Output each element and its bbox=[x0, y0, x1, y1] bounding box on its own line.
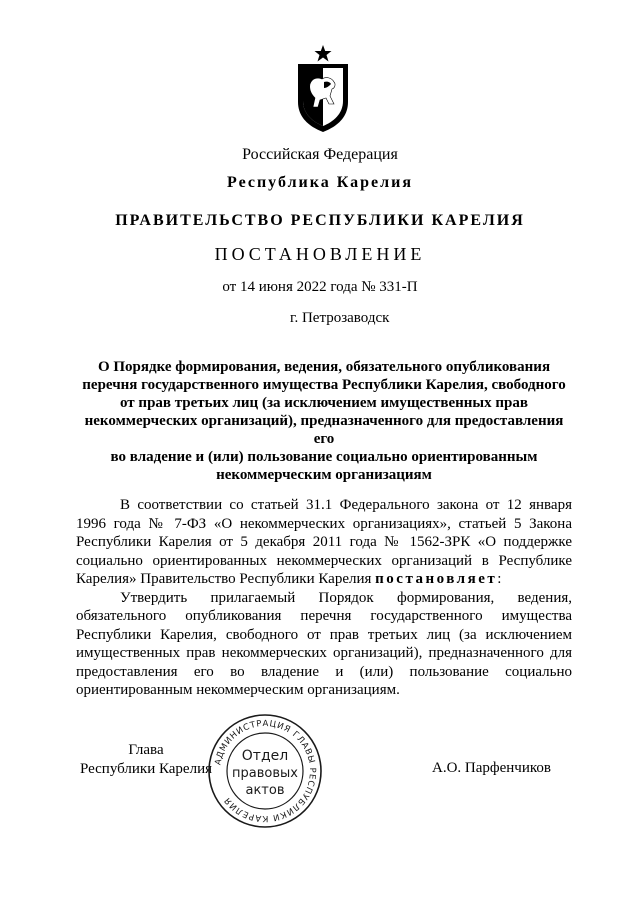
body-paragraph-2: Утвердить прилагаемый Порядок формирования, ведения, обязательного опубликования перечня государственного имущества Республики Карелия, свободного от прав третьих лиц (за исключением имущественных прав некоммерческих организаций), предназначенного для предоставления его во владение и (или) пользование социально ориентированным некоммерческим организациям. bbox=[76, 589, 572, 698]
stamp-line-1: Отдел bbox=[241, 748, 289, 764]
document-city: г. Петрозаводск bbox=[290, 310, 390, 326]
signatory-name: А.О. Парфенчиков bbox=[432, 760, 551, 776]
document-date-number: от 14 июня 2022 года № 331-П bbox=[222, 279, 418, 295]
title-line: некоммерческих организаций), предназначенного для предоставления его bbox=[84, 413, 564, 447]
title-line: от прав третьих лиц (за исключением имущественных прав bbox=[120, 395, 528, 411]
government-name: ПРАВИТЕЛЬСТВО РЕСПУБЛИКИ КАРЕЛИЯ bbox=[115, 212, 525, 229]
stamp-line-3: актов bbox=[245, 783, 285, 798]
title-line: некоммерческим организациям bbox=[216, 467, 432, 483]
body-paragraph-1 bbox=[76, 496, 572, 589]
signatory-role-line1: Глава bbox=[128, 742, 164, 758]
document-body bbox=[76, 496, 572, 700]
official-stamp bbox=[206, 712, 324, 830]
karelia-coat-of-arms-icon bbox=[294, 44, 352, 134]
colon: : bbox=[497, 571, 502, 587]
stamp-ring-text: АДМИНИСТРАЦИЯ ГЛАВЫ РЕСПУБЛИКИ КАРЕЛИЯ bbox=[213, 718, 318, 824]
republic-name: Республика Карелия bbox=[227, 174, 413, 191]
stamp-line-2: правовых bbox=[232, 766, 298, 781]
title-line: во владение и (или) пользование социально ориентированным bbox=[110, 449, 538, 465]
document-type: ПОСТАНОВЛЕНИЕ bbox=[214, 244, 426, 264]
document-title bbox=[76, 358, 572, 484]
title-line: О Порядке формирования, ведения, обязательного опубликования bbox=[97, 359, 551, 375]
title-line: перечня государственного имущества Республики Карелия, свободного bbox=[82, 377, 566, 393]
country-name: Российская Федерация bbox=[242, 146, 398, 163]
decree-word: постановляет bbox=[375, 571, 498, 587]
signatory-role bbox=[78, 741, 214, 779]
preamble-text: В соответствии со статьей 31.1 Федерального закона от 12 января 1996 года № 7-ФЗ «О некоммерческих организациях», статьей 5 Закона Республики Карелия от 5 декабря 2011 года № 1562-ЗРК «О поддержке социально ориентированных некоммерческих организаций в Республике Карелия» Правительство Республики Карелия bbox=[76, 497, 572, 587]
signatory-role-line2: Республики Карелия bbox=[79, 761, 213, 777]
